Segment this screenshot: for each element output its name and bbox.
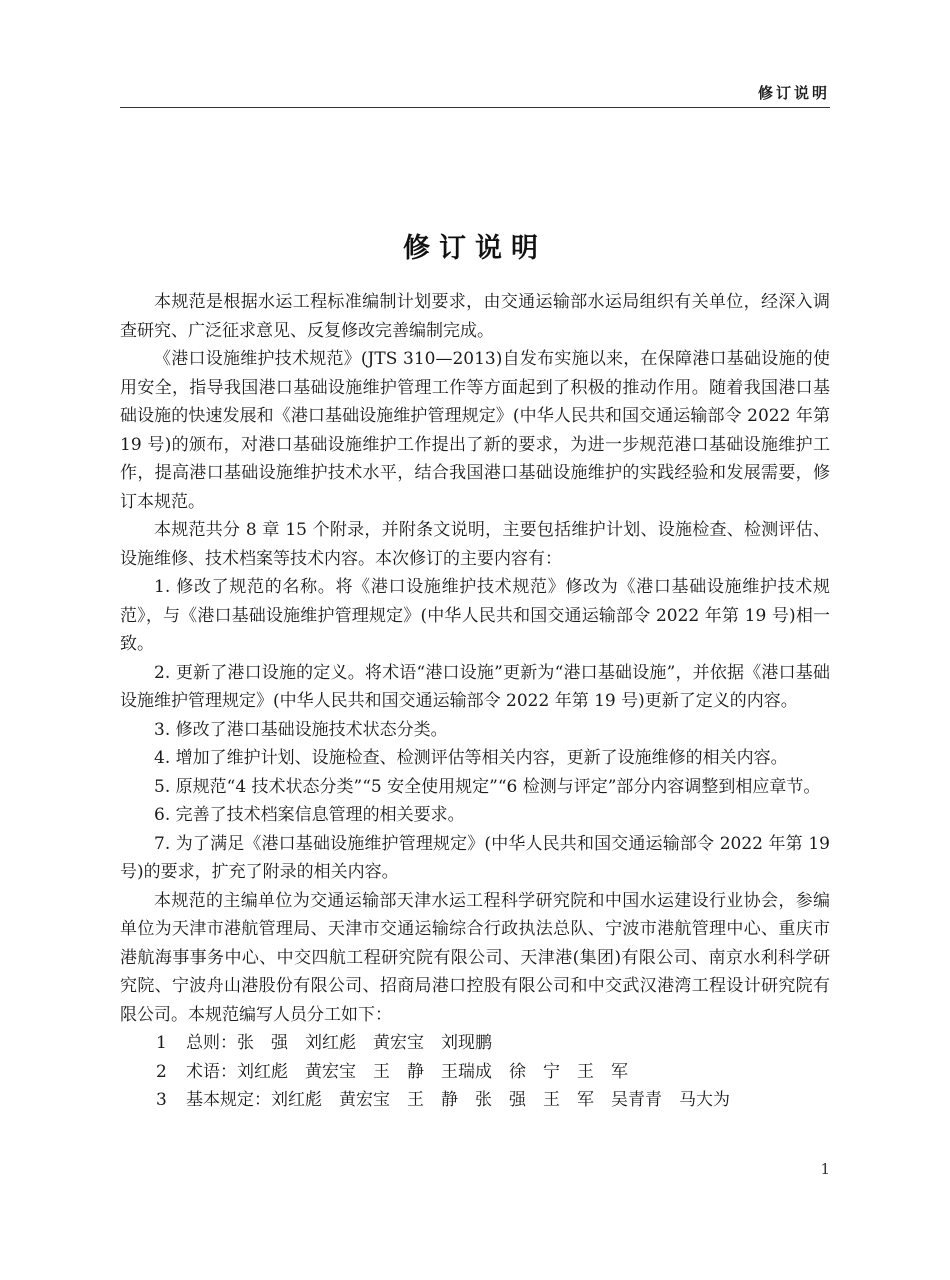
staff-chapter-authors: 术语：刘红彪 黄宏宝 王 静 王瑞成 徐 宁 王 军: [186, 1061, 628, 1082]
paragraph-authors: 本规范的主编单位为交通运输部天津水运工程科学研究院和中国水运建设行业协会，参编单位为天津市港航管理局、天津市交通运输综合行政执法总队、宁波市港航管理中心、重庆市港航海事事务中心、中交四航工程研究院有限公司、天津港(集团)有限公司、南京水利科学研究院、宁波舟山港股份有限公司、招商局港口控股有限公司和中交武汉港湾工程设计研究院有限公司。本规范编写人员分工如下：: [120, 890, 830, 1025]
staff-row: [156, 1029, 830, 1058]
staff-chapter-number: 2: [156, 1061, 167, 1082]
revision-item-4: 4. 增加了维护计划、设施检查、检测评估等相关内容，更新了设施维修的相关内容。: [154, 748, 788, 768]
running-header: 修订说明: [757, 84, 830, 102]
page-number: 1: [820, 1160, 830, 1178]
revision-item-7: 7. 为了满足《港口基础设施维护管理规定》(中华人民共和国交通运输部令 2022 年第 19 号)的要求，扩充了附录的相关内容。: [120, 833, 830, 882]
header-divider: [120, 107, 830, 108]
staff-chapter-authors: 基本规定：刘红彪 黄宏宝 王 静 张 强 王 军 吴青青 马大为: [186, 1090, 730, 1110]
staff-chapter-number: 1: [156, 1033, 167, 1053]
revision-item-3: 3. 修改了港口基础设施技术状态分类。: [154, 719, 448, 740]
revision-item-6: 6. 完善了技术档案信息管理的相关要求。: [154, 805, 465, 825]
paragraph-scope: 本规范共分 8 章 15 个附录，并附条文说明，主要包括维护计划、设施检查、检测评估、设施维修、技术档案等技术内容。本次修订的主要内容有：: [120, 520, 830, 569]
staff-list: [120, 1029, 830, 1115]
paragraph-background: 《港口设施维护技术规范》(JTS 310—2013)自发布实施以来，在保障港口基础设施的使用安全，指导我国港口基础设施维护管理工作等方面起到了积极的推动作用。随着我国港口基础设施的快速发展和《港口基础设施维护管理规定》(中华人民共和国交通运输部令 2022 年第 19 号)的颁布，对港口基础设施维护工作提出了新的要求，为进一步规范港口基础设施维护工作，提高港口基础设施维护技术水平，结合我国港口基础设施维护的实践经验和发展需要，修订本规范。: [120, 349, 830, 512]
staff-chapter-authors: 总则：张 强 刘红彪 黄宏宝 刘现鹏: [186, 1033, 492, 1053]
page-title: 修订说明: [403, 233, 547, 264]
staff-row: [156, 1058, 830, 1087]
paragraph-intro: 本规范是根据水运工程标准编制计划要求，由交通运输部水运局组织有关单位，经深入调查研究、广泛征求意见、反复修改完善编制完成。: [120, 292, 830, 341]
revision-item-2: 2. 更新了港口设施的定义。将术语“港口设施”更新为“港口基础设施”，并依据《港口基础设施维护管理规定》(中华人民共和国交通运输部令 2022 年第 19 号)更新了定义的内容。: [120, 662, 830, 711]
body-text: [120, 288, 830, 1115]
staff-chapter-number: 3: [156, 1090, 167, 1110]
revision-item-1: 1. 修改了规范的名称。将《港口设施维护技术规范》修改为《港口基础设施维护技术规范》，与《港口基础设施维护管理规定》(中华人民共和国交通运输部令 2022 年第 19 号)相一致。: [120, 577, 830, 654]
staff-row: [156, 1086, 830, 1115]
revision-item-5: 5. 原规范“4 技术状态分类”“5 安全使用规定”“6 检测与评定”部分内容调整到相应章节。: [154, 776, 821, 797]
